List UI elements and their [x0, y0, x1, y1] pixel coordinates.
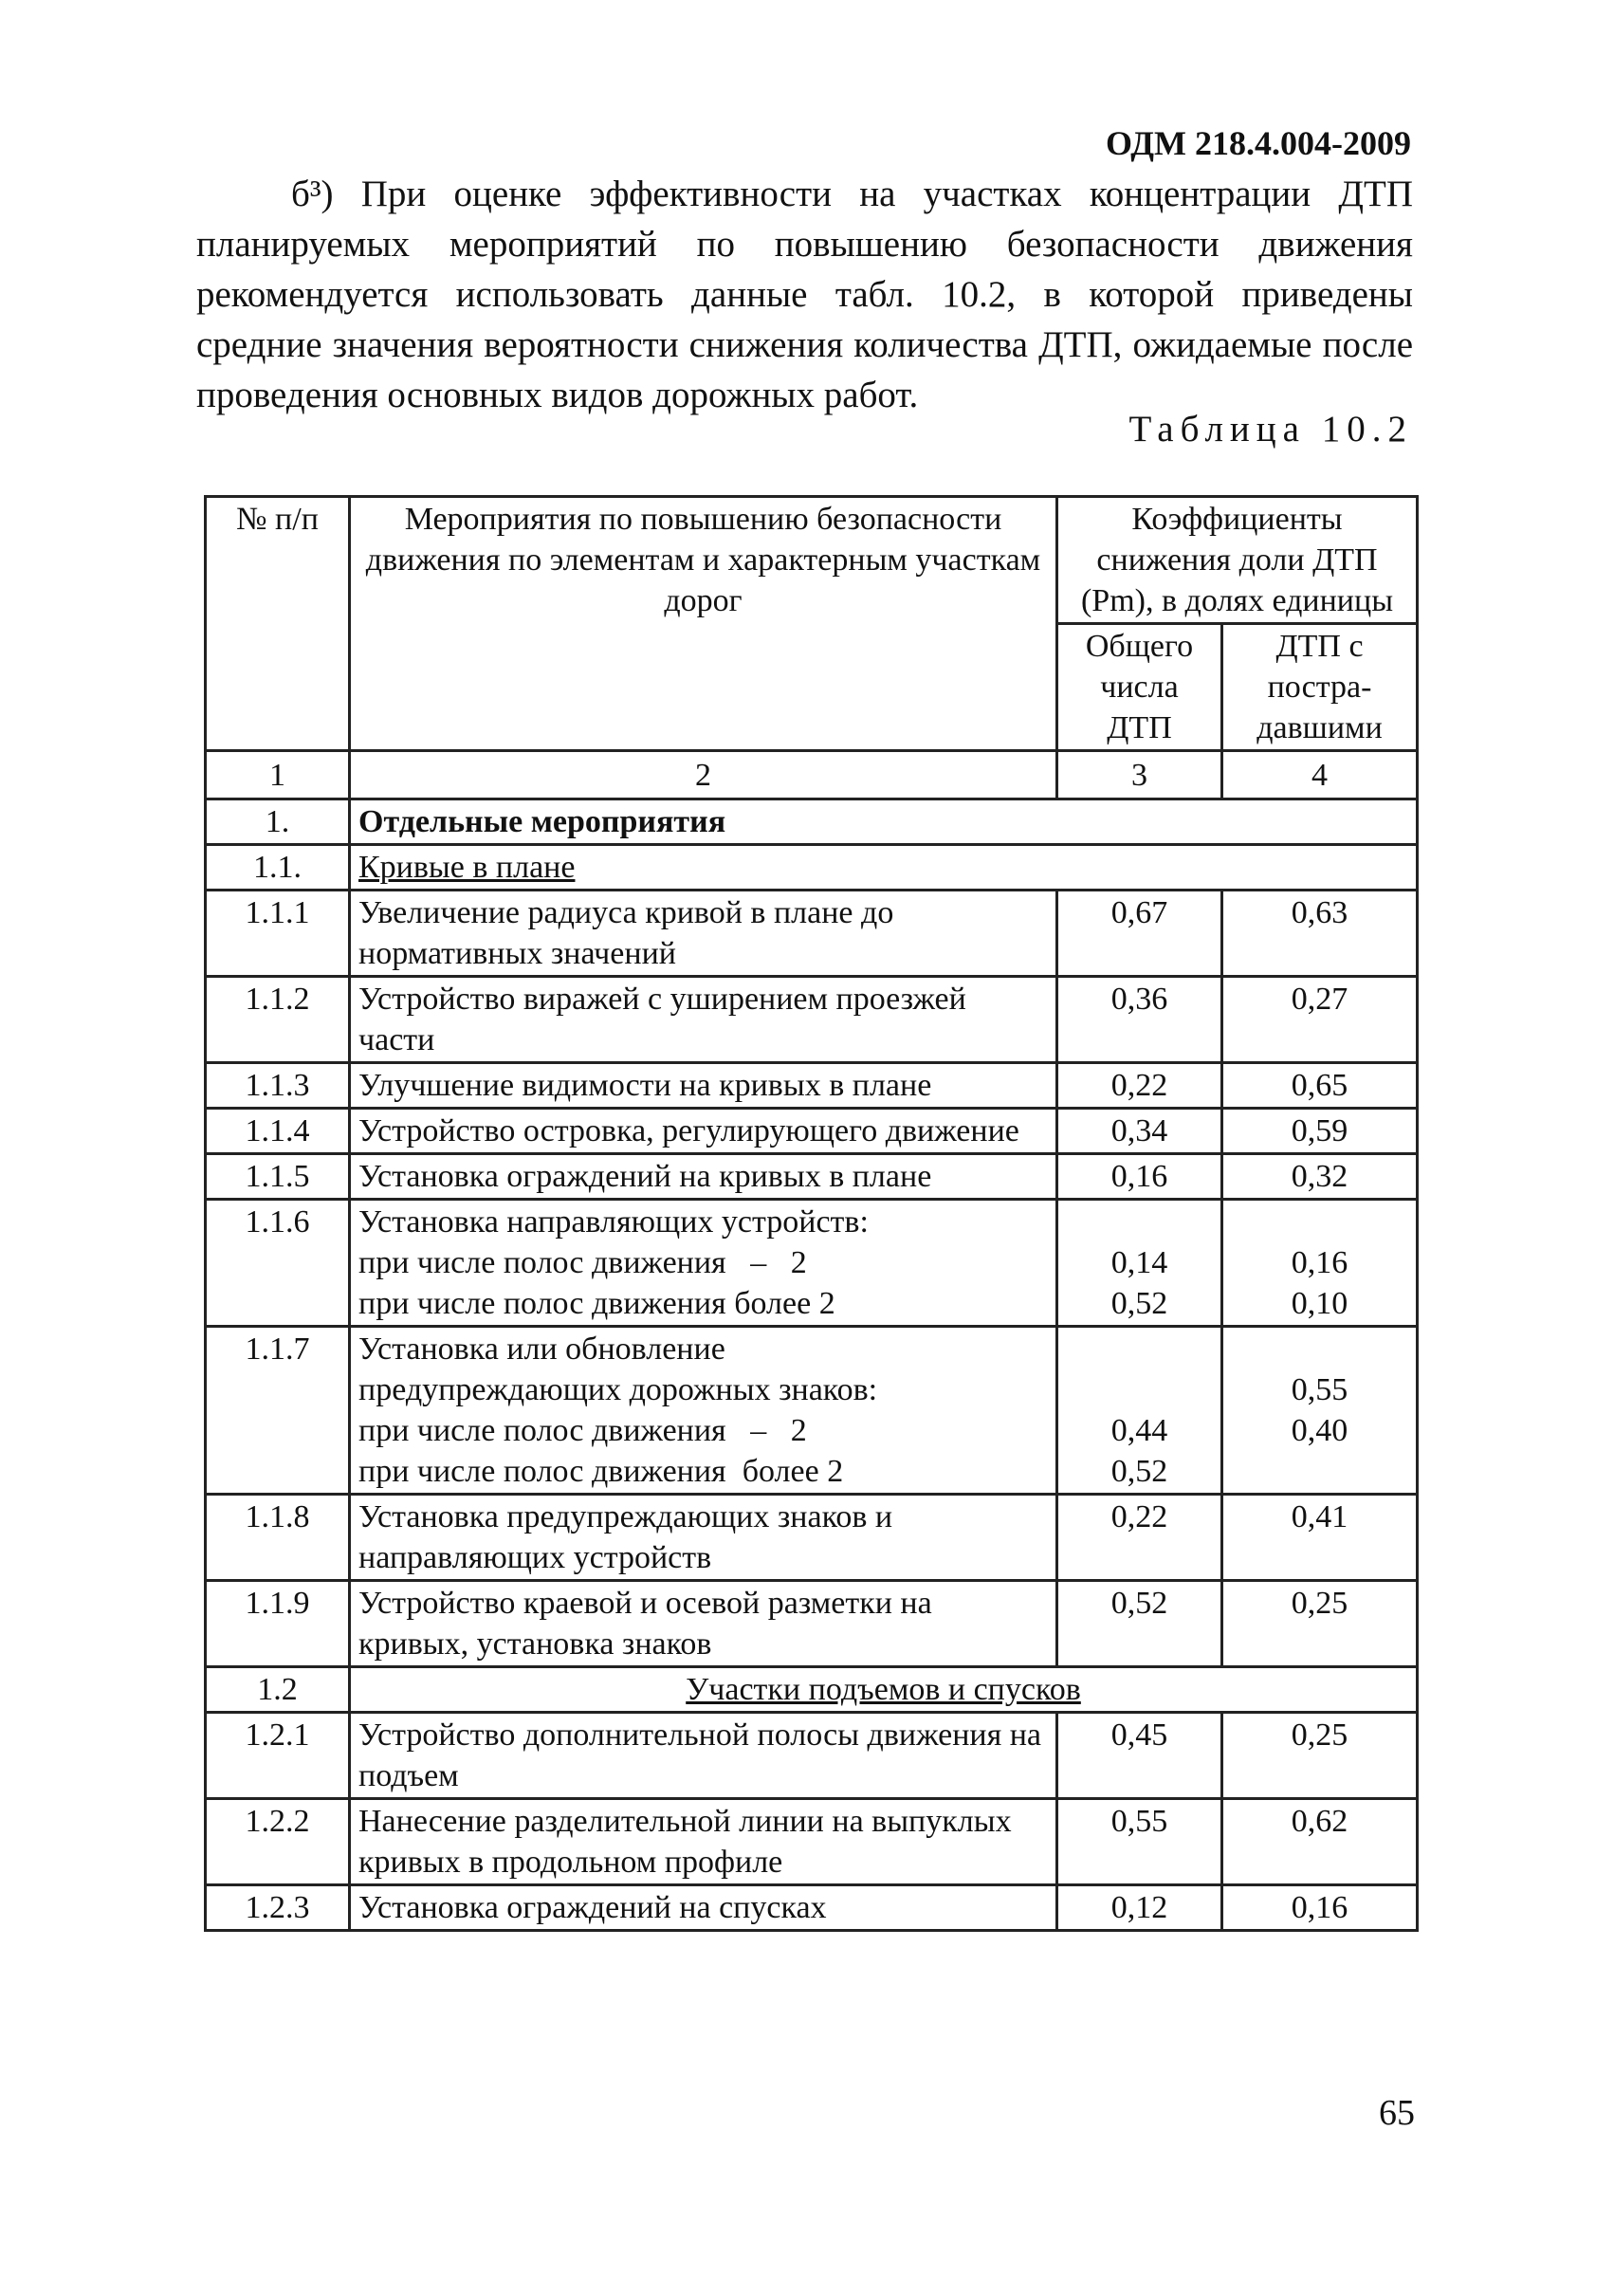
row-text [350, 1200, 1057, 1327]
page-number: 65 [1379, 2093, 1415, 2133]
row-text: Установка ограждений на спусках [350, 1885, 1057, 1931]
colnum-3: 3 [1057, 751, 1222, 799]
row-number: 1.1.1 [206, 891, 350, 977]
row-total-value [1057, 1327, 1222, 1495]
section-label: Участки подъемов и спусков [350, 1667, 1418, 1713]
table-row [206, 1495, 1418, 1581]
intro-text: б³) При оценке эффективности на участках концентрации ДТП планируемых мероприятий по повышению безопасности движения рекомендуется использовать данные табл. 10.2, в которой приведены средние значения вероятности снижения количества ДТП, ожидаемые после проведения основных видов дорожных работ. [196, 174, 1413, 415]
row-number: 1.1.3 [206, 1063, 350, 1109]
column-numbers-row [206, 751, 1418, 799]
row-total-value: 0,22 [1057, 1063, 1222, 1109]
row-injury-value-2lanes: 0,16 [1291, 1245, 1348, 1280]
row-text: Установка ограждений на кривых в плане [350, 1154, 1057, 1200]
section-label: Кривые в плане [350, 845, 1418, 891]
row-injury-value: 0,41 [1222, 1495, 1418, 1581]
row-text-line: Установка или обновление [358, 1332, 725, 1367]
row-number: 1.2.3 [206, 1885, 350, 1931]
row-injury-value [1222, 1200, 1418, 1327]
row-total-value: 0,36 [1057, 977, 1222, 1063]
row-total-value: 0,55 [1057, 1799, 1222, 1885]
table-row [206, 1327, 1418, 1495]
table-row [206, 977, 1418, 1063]
row-number: 1.1.7 [206, 1327, 350, 1495]
row-number: 1.1.2 [206, 977, 350, 1063]
row-number: 1.2.2 [206, 1799, 350, 1885]
row-text: Увеличение радиуса кривой в плане до нормативных значений [350, 891, 1057, 977]
header-measures: Мероприятия по повышению безопасности движения по элементам и характерным участкам дорог [350, 497, 1057, 751]
row-number: 1.1.5 [206, 1154, 350, 1200]
row-number: 1.1.9 [206, 1581, 350, 1667]
intro-paragraph [196, 169, 1413, 420]
row-text-line: при числе полос движения более 2 [358, 1454, 844, 1489]
table-row [206, 891, 1418, 977]
row-total-value-2lanes: 0,44 [1110, 1413, 1168, 1448]
table-header-row [206, 497, 1418, 624]
table-row [206, 1154, 1418, 1200]
row-text-line: при числе полос движения более 2 [358, 1286, 835, 1321]
row-number: 1.1.4 [206, 1109, 350, 1154]
section-row [206, 799, 1418, 845]
section-number: 1.2 [206, 1667, 350, 1713]
row-injury-value: 0,32 [1222, 1154, 1418, 1200]
row-injury-value: 0,59 [1222, 1109, 1418, 1154]
row-text: Устройство краевой и осевой разметки на кривых, установка знаков [350, 1581, 1057, 1667]
row-total-value-more: 0,52 [1110, 1454, 1168, 1489]
section-row [206, 845, 1418, 891]
measures-table [204, 495, 1419, 1932]
table-row [206, 1885, 1418, 1931]
header-injury-accidents: ДТП с постра-давшими [1222, 624, 1418, 751]
row-total-value: 0,12 [1057, 1885, 1222, 1931]
section-number: 1. [206, 799, 350, 845]
row-total-value: 0,45 [1057, 1713, 1222, 1799]
row-injury-value: 0,63 [1222, 891, 1418, 977]
row-number: 1.2.1 [206, 1713, 350, 1799]
row-total-value: 0,67 [1057, 891, 1222, 977]
table-row [206, 1581, 1418, 1667]
row-number: 1.1.8 [206, 1495, 350, 1581]
row-text: Установка предупреждающих знаков и направляющих устройств [350, 1495, 1057, 1581]
table-row [206, 1713, 1418, 1799]
row-text: Нанесение разделительной линии на выпуклых кривых в продольном профиле [350, 1799, 1057, 1885]
row-total-value: 0,34 [1057, 1109, 1222, 1154]
table-row [206, 1063, 1418, 1109]
table-row [206, 1799, 1418, 1885]
section-label: Отдельные мероприятия [350, 799, 1418, 845]
row-number: 1.1.6 [206, 1200, 350, 1327]
row-text-line: при числе полос движения – 2 [358, 1413, 807, 1448]
row-injury-value: 0,16 [1222, 1885, 1418, 1931]
row-total-value: 0,22 [1057, 1495, 1222, 1581]
row-injury-value: 0,65 [1222, 1063, 1418, 1109]
row-text-line: Установка направляющих устройств: [358, 1204, 869, 1240]
colnum-2: 2 [350, 751, 1057, 799]
row-injury-value-b: 0,40 [1291, 1413, 1348, 1448]
header-number: № п/п [206, 497, 350, 751]
row-total-value [1057, 1200, 1222, 1327]
row-injury-value-more: 0,10 [1291, 1286, 1348, 1321]
section-row [206, 1667, 1418, 1713]
row-total-value-2lanes: 0,14 [1110, 1245, 1168, 1280]
row-total-value: 0,16 [1057, 1154, 1222, 1200]
header-total-accidents: Общего числа ДТП [1057, 624, 1222, 751]
document-code: ОДМ 218.4.004-2009 [1106, 124, 1411, 162]
row-text: Устройство островка, регулирующего движение [350, 1109, 1057, 1154]
row-text: Устройство дополнительной полосы движения на подъем [350, 1713, 1057, 1799]
colnum-1: 1 [206, 751, 350, 799]
row-injury-value: 0,25 [1222, 1713, 1418, 1799]
header-coefficients: Коэффициенты снижения доли ДТП (Pm), в долях единицы [1057, 497, 1418, 624]
row-text [350, 1327, 1057, 1495]
row-text-line: при числе полос движения – 2 [358, 1245, 807, 1280]
row-injury-value [1222, 1327, 1418, 1495]
row-injury-value: 0,62 [1222, 1799, 1418, 1885]
colnum-4: 4 [1222, 751, 1418, 799]
table-row [206, 1109, 1418, 1154]
row-text-line: предупреждающих дорожных знаков: [358, 1372, 878, 1407]
row-injury-value: 0,25 [1222, 1581, 1418, 1667]
row-text: Улучшение видимости на кривых в плане [350, 1063, 1057, 1109]
table-row [206, 1200, 1418, 1327]
section-number: 1.1. [206, 845, 350, 891]
row-injury-value: 0,27 [1222, 977, 1418, 1063]
row-total-value: 0,52 [1057, 1581, 1222, 1667]
row-total-value-more: 0,52 [1110, 1286, 1168, 1321]
table-caption: Таблица 10.2 [1128, 409, 1413, 450]
row-text: Устройство виражей с уширением проезжей части [350, 977, 1057, 1063]
row-injury-value-a: 0,55 [1291, 1372, 1348, 1407]
